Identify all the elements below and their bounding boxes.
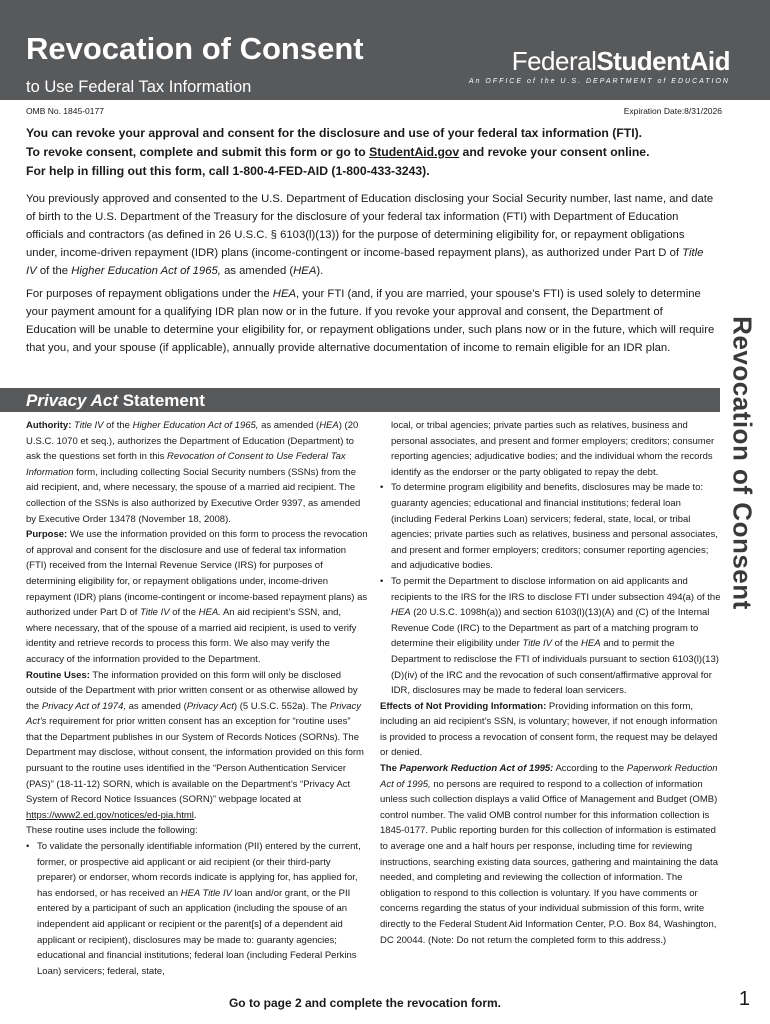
bullet-1-continued: local, or tribal agencies; private parties such as relatives, business and personal associates, and present and former employers; creditors; consumer reporting agencies; adjudicative bodies; and the individual whom the records identify as the endorser or the party obligated to repay the debt. — [391, 420, 715, 478]
fsa-logo-tagline: An OFFICE of the U.S. DEPARTMENT of EDUCATION — [468, 78, 730, 85]
paragraph-previous-consent: You previously approved and consented to the U.S. Department of Education disclosing your Social Security number, last name, and date of birth to the U.S. Department of the Treasury for the disclosure of your federal tax information (FTI) with Department of Education officials and contractors (as defined in 26 U.S.C. § 6103(l)(13)) for the purpose of determining eligibility for, or repayment obligations under, income-driven repayment (IDR) plans (income-contingent or income-based repayment plans), as authorized under Part D of Title IV of the Higher Education Act of 1965, as amended (HEA). — [26, 193, 714, 277]
privacy-column-left — [26, 418, 368, 979]
list-item: • To permit the Department to disclose information on aid applicants and recipients to the IRS for the IRS to disclose FTI under subsection 494(a) of the HEA (20 U.S.C. 1098h(a)) and section 6103(l)(13)(A) and (C) of the Internal Revenue Code (IRC) to the Department as part of a matching program to determine their eligibility under Title IV of the HEA and to permit the Department to redisclose the FTI of individuals pursuant to section 6103(l)(13)(D)(iv) of the IRC and the revocation of such consent/affirmative approval for IDR, disclosures may be made to federal loan servicers. — [380, 574, 721, 699]
side-label: Revocation of Consent — [727, 316, 758, 610]
fsa-logo-aid: Aid — [689, 46, 730, 76]
routine-uses-list — [26, 839, 368, 979]
intro-line-3: For help in filling out this form, call 1-800-4-FED-AID (1-800-433-3243). — [26, 164, 430, 178]
header-banner — [0, 0, 770, 100]
privacy-act-heading: Privacy Act Statement — [26, 391, 205, 410]
privacy-column-right — [380, 418, 721, 948]
studentaid-link[interactable]: StudentAid.gov — [369, 145, 460, 159]
intro-line-2-end: and revoke your consent online. — [462, 145, 650, 159]
intro-block — [26, 124, 716, 181]
fsa-logo — [512, 48, 730, 74]
paperwork-reduction-paragraph: The Paperwork Reduction Act of 1995: According to the Paperwork Reduction Act of 1995, no persons are required to respond to a collection of information unless such collection displays a valid Office of Management and Budget (OMB) control number. The valid OMB control number for this information collection is 1845-0177. Public reporting burden for this collection of information is estimated to average one and a half hours per response, including time for reviewing instructions, searching existing data sources, gathering and maintaining the data needed, and completing and reviewing the collection of information. The obligation to respond to this collection is voluntary. If you have comments or concerns regarding the status of your individual submission of this form, write directly to the Federal Student Aid Information Center, P.O. Box 84, Washington, DC 20044. (Note: Do not return the completed form to this address.) — [380, 763, 718, 946]
page-subtitle: to Use Federal Tax Information — [26, 78, 252, 96]
fsa-logo-student: Student — [596, 46, 690, 76]
effects-paragraph: Effects of Not Providing Information: Providing information on this form, including an aid recipient’s SSN, is voluntary; however, if not enough information is provided to process a revocation of consent form, the request may be delayed or denied. — [380, 700, 718, 759]
list-item: • To determine program eligibility and benefits, disclosures may be made to: guaranty agencies; educational and financial institutions; federal loan (including Federal Perkins Loan) servicers; federal, state, local, or tribal agencies; private parties such as relatives, business and personal associates, and present and former employers; creditors; consumer reporting agencies; and adjudicative bodies. — [380, 480, 721, 574]
list-item: • To validate the personally identifiable information (PII) entered by the current, former, or prospective aid applicant or aid recipient (or their third-party preparer) or endorser, whom records indicate is applying for, has applied for, has endorsed, or has received an HEA Title IV loan and/or grant, or the PII entered by a participant of such an application (including the spouse of an independent aid applicant or recipient or the parent[s] of a dependent aid applicant or recipient), disclosures may be made to: guaranty agencies; educational and financial institutions; federal loan (including Federal Perkins Loan) servicers; federal, state, — [26, 839, 368, 979]
page-title: Revocation of Consent — [26, 31, 364, 66]
intro-line-1: You can revoke your approval and consent for the disclosure and use of your federal tax information (FTI). — [26, 126, 643, 140]
page-number: 1 — [738, 988, 750, 1010]
routine-uses-paragraph: Routine Uses: The information provided on this form will only be disclosed outside of the Department with prior written consent or as otherwise allowed by the Privacy Act of 1974, as amended (Privacy Act) (5 U.S.C. 552a). The Privacy Act’s requirement for prior written consent has an exception for “routine uses” that the Department publishes in our System of Records Notices (SORNs). The Department may disclose, without consent, the information provided on this form pursuant to the routine uses identified in the “Person Authentication Servicer (PAS)” (18-11-12) SORN, which is available on the Department’s “Privacy Act System of Record Notice Issuances (SORN)” webpage located at https://www2.ed.gov/notices/ed-pia.html. — [26, 669, 364, 821]
routine-uses-list-intro: These routine uses include the following: — [26, 825, 198, 837]
intro-line-2-start: To revoke consent, complete and submit this form or go to — [26, 145, 366, 159]
omb-number: OMB No. 1845-0177 — [26, 106, 104, 116]
intro-line-2 — [26, 143, 716, 162]
fsa-logo-federal: Federal — [511, 46, 597, 76]
sorn-link[interactable]: https://www2.ed.gov/notices/ed-pia.html — [26, 809, 194, 821]
privacy-act-heading-bar — [0, 388, 720, 412]
footer-instruction: Go to page 2 and complete the revocation form. — [228, 996, 502, 1010]
purpose-paragraph: Purpose: We use the information provided on this form to process the revocation of approval and consent for the disclosure and use of federal tax information (FTI) received from the Internal Revenue Service (IRS) for purposes of determining eligibility for, or repayment obligations under, income-driven repayment (IDR) plans (income-contingent or income-based repayment plans) as authorized under Part D of Title IV of the HEA. An aid recipient’s SSN, and, where necessary, that of the spouse of a married aid recipient, is used to verify identity and retrieve records to process this form. We also may verify the accuracy of the information provided to the Department. — [26, 529, 368, 665]
authority-paragraph: Authority: Title IV of the Higher Education Act of 1965, as amended (HEA) (20 U.S.C. 1070 et seq.), authorizes the Department of Education (Department) to ask the questions set forth in this Revocation of Consent to Use Federal Tax Information form, including collecting Social Security numbers (SSNs) from the aid recipient, and, where necessary, the spouse of a married aid recipient. The collection of the SSNs is also authorized by Executive Order 9397, as amended by Executive Order 13478 (November 18, 2008). — [26, 420, 361, 525]
expiration-date: Expiration Date:8/31/2026 — [623, 106, 722, 116]
paragraph-repayment-purposes: For purposes of repayment obligations under the HEA, your FTI (and, if you are married, your spouse’s FTI) is used solely to determine your payment amount for a qualifying IDR plan now or in the future. If you revoke your approval and consent, the Department of Education will be unable to determine your eligibility for, or repayment obligations under, such plans now or in the future, which will require that you, and your spouse (if applicable), annually provide alternative documentation of income to remain eligible for an IDR plan. — [26, 288, 715, 354]
routine-uses-list-continued — [380, 480, 721, 698]
